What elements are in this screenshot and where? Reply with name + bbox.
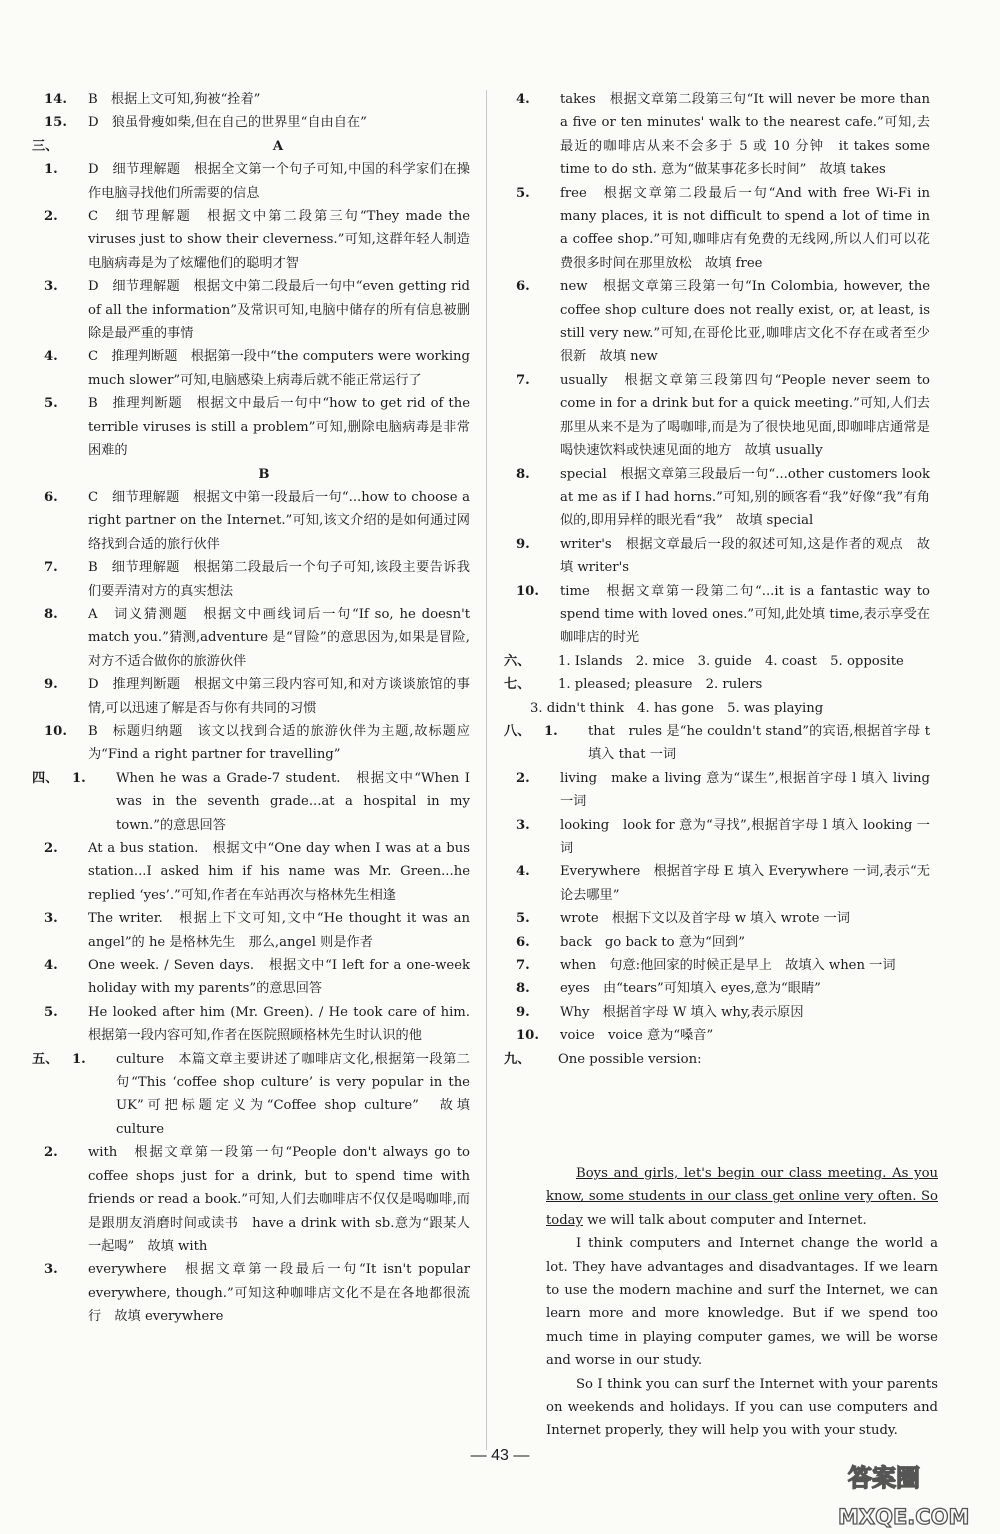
item-number: 8. — [516, 981, 530, 997]
answer-text: looking look for 意为“寻找”,根据首字母 l 填入 looking 一词 — [560, 817, 930, 856]
right-item — [516, 767, 930, 814]
sample-essay — [538, 1162, 938, 1443]
answer-text: At a bus station. 根据文中“One day when I was at a bus station...I asked him if his name was Mr. Green...he replied ‘yes’.”可知,作者在车站再次与格林先生相逢 — [88, 841, 470, 903]
answer-text: B 推理判断题 根据文中最后一句中“how to get rid of the terrible viruses is still a problem”可知,删除电脑病毒是非常困难的 — [88, 396, 470, 459]
answer-text: C 细节理解题 根据文中第二段第三句“They made the viruses just to show their cleverness.”可知,这群年轻人制造电脑病毒是为了炫耀他们的聪明才智 — [88, 209, 470, 271]
item-number: 14. — [44, 92, 67, 107]
item-number: 15. — [44, 115, 67, 131]
item-number: 5. — [44, 396, 58, 412]
item-number: 3. — [44, 911, 58, 927]
left-item — [44, 275, 470, 345]
section-label: 九、 — [504, 1051, 531, 1067]
answer-text: A 词义猜测题 根据文中画线词后一句“If so, he doesn't match you.”猜测,adventure 是“冒险”的意思因为,如果是冒险,对方不适合做你的旅游伙伴 — [88, 606, 470, 669]
left-item — [44, 158, 470, 205]
answer-text: writer's 根据文章最后一段的叙述可知,这是作者的观点 故填 writer's — [560, 536, 930, 576]
page-number: — 43 — — [470, 1447, 530, 1464]
left-item — [44, 1001, 484, 1048]
item-number: 9. — [516, 1004, 530, 1020]
right-item — [516, 275, 930, 369]
item-number: 2. — [44, 1145, 58, 1161]
answer-text: wrote 根据下文以及首字母 w 填入 wrote 一词 — [560, 911, 850, 927]
item-number: 4. — [516, 864, 530, 880]
item-number: 1. — [72, 1051, 86, 1067]
watermark-url: MXQE.COM — [838, 1505, 970, 1529]
answer-text: that rules 是“he couldn't stand”的宾语,根据首字母 t 填入 that 一词 — [588, 723, 930, 763]
passage-heading: A — [272, 138, 284, 154]
answer-text: He looked after him (Mr. Green). / He took care of him. 根据第一段内容可知,作者在医院照顾格林先生时认识的他 — [88, 1004, 484, 1044]
item-number: 10. — [44, 723, 67, 739]
answer-text: One week. / Seven days. 根据文中“I left for a one-week holiday with my parents”的意思回答 — [88, 958, 470, 997]
left-column — [32, 88, 484, 1329]
answer-text: eyes 由“tears”可知填入 eyes,意为“眼睛” — [560, 981, 821, 997]
answer-text: everywhere 根据文章第一段最后一句“It isn't popular everywhere, though.”可知这种咖啡店文化不是在各地都很流行 故填 everywhere — [88, 1262, 470, 1325]
right-item — [516, 369, 930, 463]
answer-text: Why 根据首字母 W 填入 why,表示原因 — [560, 1004, 804, 1020]
item-number: 10. — [516, 583, 539, 599]
right-item — [504, 673, 930, 696]
right-item — [516, 931, 930, 954]
answer-text: Everywhere 根据首字母 E 填入 Everywhere 一词,表示“无论去哪里” — [560, 864, 930, 903]
right-item — [516, 1024, 930, 1047]
left-item — [44, 556, 470, 603]
answer-text: One possible version: — [558, 1051, 702, 1067]
item-number: 3. — [44, 279, 58, 295]
answer-text: living make a living 意为“谋生”,根据首字母 l 填入 living 一词 — [560, 770, 930, 810]
left-item — [44, 111, 470, 134]
left-item — [58, 463, 470, 486]
right-item — [504, 720, 930, 767]
right-item — [504, 1048, 930, 1071]
section-label: 七、 — [504, 677, 531, 693]
essay-paragraph-3: So I think you can surf the Internet with your parents on weekends and holidays. If you can use computers and Internet properly, they will help you with your study. — [546, 1376, 938, 1439]
answer-text: C 推理判断题 根据第一段中“the computers were working much slower”可知,电脑感染上病毒后就不能正常运行了 — [88, 349, 470, 388]
item-number: 7. — [516, 958, 530, 974]
answer-text: usually 根据文章第三段第四句“People never seem to come in for a drink but for a quick meeting.”可知,人们去那里从来不是为了喝咖啡,而是为了很快地见面,即咖啡店通常是喝快速饮料或快速见面的地方 故填 usually — [560, 372, 930, 459]
answer-text: back go back to 意为“回到” — [560, 934, 745, 950]
passage-heading: B — [258, 466, 270, 482]
item-number: 5. — [516, 911, 530, 927]
section-label: 八、 — [504, 723, 531, 739]
answer-text: time 根据文章第一段第二句“...it is a fantastic way to spend time with loved ones.”可知,此处填 time,表示享受在咖啡店的时光 — [560, 583, 930, 646]
answer-text: with 根据文章第一段第一句“People don't always go to coffee shops just for a drink, but to spend time with friends or read a book.”可知,人们去咖啡店不仅仅是喝咖啡,而是跟朋友消磨时间或读书 have a drink with sb.意为“跟某人一起喝” 故填 with — [88, 1145, 470, 1254]
item-number: 1. — [544, 723, 558, 739]
right-item — [516, 1001, 930, 1024]
right-item — [516, 860, 930, 907]
left-item — [44, 1141, 470, 1258]
answer-text: takes 根据文章第二段第三句“It will never be more than a five or ten minutes' walk to the nearest cafe.”可知,去最近的咖啡店从来不会多于 5 或 10 分钟 it takes some time to do sth. 意为“做某事花多长时间” 故填 takes — [560, 92, 930, 178]
right-item — [516, 182, 930, 276]
item-number: 9. — [516, 536, 530, 552]
answer-text: D 细节理解题 根据文中第二段最后一句中“even getting rid of all the information”及常识可知,电脑中储存的所有信息被删除是最严重的事情 — [88, 279, 470, 342]
answer-text: D 狼虽骨瘦如柴,但在自己的世界里“自由自在” — [88, 115, 367, 131]
left-item — [44, 673, 470, 720]
left-item — [44, 392, 470, 462]
right-item — [504, 650, 930, 673]
answer-text: voice voice 意为“嗓音” — [560, 1028, 714, 1044]
section-label: 五、 — [32, 1051, 59, 1067]
left-item — [44, 837, 470, 907]
right-item — [530, 697, 930, 720]
right-item — [516, 977, 930, 1000]
answer-text: C 细节理解题 根据文中第一段最后一句“...how to choose a right partner on the Internet.”可知,该文介绍的是如何通过网络找到合适的旅行伙伴 — [88, 489, 470, 552]
left-item — [44, 345, 470, 392]
left-item — [44, 720, 470, 767]
item-number: 3. — [44, 1262, 58, 1278]
answer-text: free 根据文章第二段最后一句“And with free Wi-Fi in many places, it is not difficult to spend a lot of time in a coffee shop.”可知,咖啡店有免费的无线网,所以人们可以花费很多时间在那里放松 故填 free — [560, 185, 930, 271]
section-label: 四、 — [32, 770, 59, 786]
left-item — [44, 205, 470, 275]
left-item — [44, 603, 470, 673]
essay-paragraph-2: I think computers and Internet change the world a lot. They have advantages and disadvantages. If we learn to use the modern machine and surf the Internet, we can learn more and more knowledge. But if we spend too much time in playing computer games, we will be worse and worse in our study. — [546, 1236, 938, 1369]
item-number: 8. — [516, 466, 530, 482]
watermark-logo — [830, 1452, 990, 1532]
section-label: 三、 — [32, 138, 59, 154]
item-number: 5. — [516, 185, 530, 201]
right-item — [516, 907, 930, 930]
answer-text: When he was a Grade-7 student. 根据文中“When I was in the seventh grade...at a hospital in my town.”的意思回答 — [116, 770, 470, 833]
item-number: 7. — [516, 372, 530, 388]
answer-text: B 细节理解题 根据第二段最后一个句子可知,该段主要告诉我们要弄清对方的真实想法 — [88, 560, 470, 599]
left-item — [32, 1048, 470, 1142]
answer-text: The writer. 根据上下文可知,文中“He thought it was an angel”的 he 是格林先生 那么,angel 则是作者 — [88, 911, 470, 950]
item-number: 2. — [44, 209, 58, 225]
item-number: 4. — [516, 92, 530, 107]
answer-text: 1. pleased; pleasure 2. rulers — [558, 677, 763, 693]
essay-paragraph-1 — [546, 1162, 938, 1232]
right-item — [516, 814, 930, 861]
answer-text: when 句意:他回家的时候正是早上 故填入 when 一词 — [560, 958, 896, 974]
left-item — [44, 1258, 470, 1328]
item-number: 2. — [44, 841, 58, 856]
right-column — [504, 88, 930, 1071]
item-number: 10. — [516, 1028, 539, 1044]
item-number: 4. — [44, 958, 58, 974]
answer-text: special 根据文章第三段最后一句“...other customers look at me as if I had horns.”可知,别的顾客看“我”好像“我”有角似的,即用异样的眼光看“我” 故填 special — [560, 466, 930, 529]
right-item — [516, 580, 930, 650]
answer-text: B 根据上文可知,狗被“拴着” — [88, 92, 261, 107]
watermark-text: 答案圈 — [848, 1464, 920, 1492]
answer-text: D 细节理解题 根据全文第一个句子可知,中国的科学家们在操作电脑寻找他们所需要的信息 — [88, 162, 470, 201]
essay-p1-rest: we will talk about computer and Internet. — [583, 1212, 867, 1228]
answer-text: 3. didn't think 4. has gone 5. was playing — [530, 700, 824, 716]
left-item — [32, 135, 470, 158]
item-number: 6. — [516, 279, 530, 295]
right-item — [516, 954, 930, 977]
item-number: 4. — [44, 349, 58, 365]
item-number: 1. — [44, 162, 58, 178]
item-number: 8. — [44, 606, 58, 622]
answer-text: culture 本篇文章主要讲述了咖啡店文化,根据第一段第二句“This ‘coffee shop culture’ is very popular in the UK”可把标题定义为“Coffee shop culture” 故填 culture — [116, 1051, 470, 1137]
left-item — [44, 907, 470, 954]
column-divider — [486, 90, 487, 1450]
item-number: 3. — [516, 817, 530, 833]
right-item — [516, 88, 930, 182]
answer-text: B 标题归纳题 该文以找到合适的旅游伙伴为主题,故标题应为“Find a right partner for travelling” — [88, 723, 470, 763]
right-item — [516, 463, 930, 533]
answer-text: 1. Islands 2. mice 3. guide 4. coast 5. opposite — [558, 653, 904, 669]
item-number: 5. — [44, 1004, 58, 1020]
item-number: 7. — [44, 560, 58, 576]
item-number: 6. — [516, 934, 530, 950]
left-item — [44, 88, 470, 111]
answer-text: D 推理判断题 根据文中第三段内容可知,和对方谈谈旅馆的事情,可以迅速了解是否与你有共同的习惯 — [88, 677, 470, 716]
item-number: 9. — [44, 677, 58, 693]
item-number: 6. — [44, 489, 58, 505]
answer-text: new 根据文章第三段第一句“In Colombia, however, the coffee shop culture does not really exist, or, at least, is still very new.”可知,在哥伦比亚,咖啡店文化不存在或者至少很新 故填 new — [560, 279, 930, 365]
left-item — [44, 486, 470, 556]
left-item — [32, 767, 470, 837]
item-number: 1. — [72, 770, 86, 786]
section-label: 六、 — [504, 653, 531, 669]
right-item — [516, 533, 930, 580]
left-item — [44, 954, 470, 1001]
item-number: 2. — [516, 770, 530, 786]
essay-underlined-opening: Boys and girls, let's begin our class meeting. As you know, some students in our class get online very often. So today — [546, 1166, 938, 1228]
